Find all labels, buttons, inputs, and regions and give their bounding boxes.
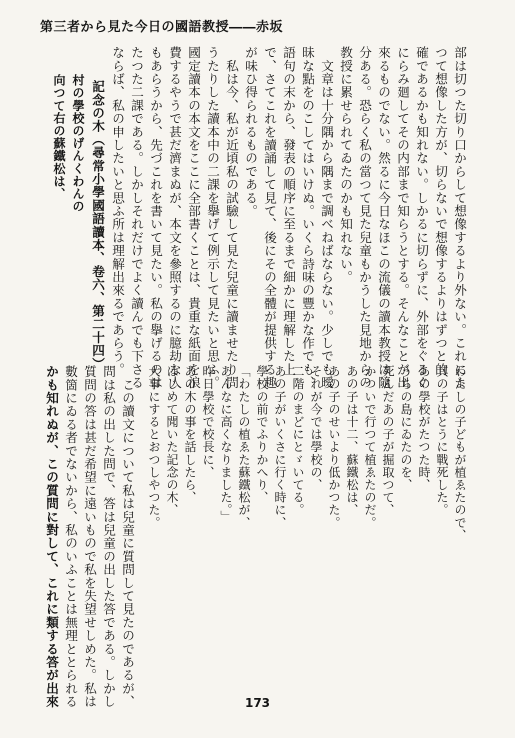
- reference-title: 記念の木（尋常小學國語讀本、卷六、第二十四）: [90, 80, 105, 371]
- poem-line-7: あの子は十二、蘇鐵松は、: [345, 365, 359, 517]
- running-header: 第三者から見た今日の國語教授――赤坂: [40, 20, 284, 35]
- upper-body-line-13: 私は今、私が近頃私の試驗して見た兒童に讀ませたり問: [224, 46, 239, 390]
- upper-body-line-19: ならば、私の申したいと思ふ所は理解出來るであらう。: [110, 46, 125, 376]
- poem-line-13: 「わたしの植ゑた蘇鐵松が、: [237, 365, 251, 529]
- upper-body-line-10: 語句の末から、發表の順序に至るまで細かに理解した上: [281, 46, 296, 376]
- poem-line-1: わたしの子どもが植ゑたので、: [453, 365, 467, 542]
- poem-line-5: 死んだあの子が掘取つて、: [381, 365, 395, 517]
- upper-body-line-1: 部は切つた切り口からして想像するより外ない。これによ: [452, 46, 467, 390]
- lower-body-line-5: かも知れぬが、この質問に對して、これに類する答が出來: [44, 365, 59, 709]
- upper-body-line-2: つて想像した方が、切らないで想像するよりはずつと的: [433, 46, 448, 376]
- poem-line-10: 二階のまどにとゞいてる。: [291, 365, 305, 517]
- poem-line-15: 昨日學校で校長に、: [201, 365, 215, 479]
- upper-body-line-18: たつた二課である。しかしそれだけでよく讀んでも下さる: [129, 46, 144, 390]
- poem-line-9: それが今では學校の、: [309, 365, 323, 491]
- upper-body-line-6: 分ある。恐らく私の當つて見た兒童もかうした見地からの: [357, 46, 372, 390]
- poem-line-11: あの子がいくさに行く時に、: [273, 365, 287, 529]
- upper-body-line-16: 費するやうで甚だ濟まぬが、本文を參照するのに臆劫な人: [167, 46, 182, 390]
- upper-body-line-8: 文章は十分隅から隅まで調べねばならない。少しでも曖: [319, 46, 334, 390]
- poem-line-14: あんなに高くなりました。」: [219, 365, 233, 523]
- upper-body-line-12: が味ひ得られるものである。: [243, 46, 258, 218]
- poem-line-17: はじめて聞いた記念の木、: [165, 365, 179, 517]
- upper-body-line-11: で、さてこれを讀誦して見て、後にその全體が提供する趣: [262, 46, 277, 390]
- poem-line-2: 其の子はとうに戰死した。: [435, 365, 449, 517]
- poem-line-12: 學校の前でふりかへり、: [255, 365, 269, 504]
- poem-line-16: あの木の事を話したら、: [183, 365, 197, 504]
- lower-body-line-3: 質問の答は甚だ希望に遠いもので私を失望せしめた。私は: [82, 365, 97, 709]
- lower-body-line-1: この讀文について私は兒童に質問して見たのであるが、: [120, 365, 135, 709]
- poem-line-6: かついで行つて植ゑたのだ。: [363, 365, 377, 529]
- poem-line-4: うちの島にゐたのを、: [399, 365, 413, 491]
- upper-body-line-4: にらみ廻してその内部まで知らうとする。そんなことが出: [395, 46, 410, 390]
- poem-start-line-1: 村の學校のげんくわんの: [71, 74, 85, 213]
- upper-body-line-9: 昧な點をのこしてはいけぬ。いくら詩味の豐かな作でも、: [300, 46, 315, 390]
- upper-body-line-3: 確であるかも知れない。しかるに切らずに、外部をぐるぐ: [414, 46, 429, 390]
- poem-line-18: 大事にするとおつしやつた。: [147, 365, 161, 529]
- upper-body-line-15: 國定讀本の本文をここに全部書くことは、貴重な紙面を浪: [186, 46, 201, 390]
- upper-body-line-17: もあらうから、先づこれを書いて見たい。私の擧げるのは: [148, 46, 163, 390]
- lower-body-line-2: 問は私の出した問で、答は兒童の出した答である。しかし: [101, 365, 116, 709]
- upper-body-line-5: 來るものでない。然るに今日なほこの流儀の讀本教授は隨: [376, 46, 391, 390]
- page-number: 173: [244, 696, 271, 710]
- poem-line-3: あの學校がたつた時、: [417, 365, 431, 491]
- upper-body-line-7: 教授に累せられてゐたのかも知れない。: [338, 46, 353, 284]
- lower-body-line-4: 數箇にゐる者でないから、私のいふことは無理ととられる: [63, 365, 78, 709]
- poem-start-line-2: 向つて右の蘇鐵松は、: [52, 74, 66, 200]
- upper-body-line-14: うたりした讀本中の二課を擧げて例示して見たいと思ふ。: [205, 46, 220, 390]
- poem-line-8: あの子のせいより低かつた。: [327, 365, 341, 529]
